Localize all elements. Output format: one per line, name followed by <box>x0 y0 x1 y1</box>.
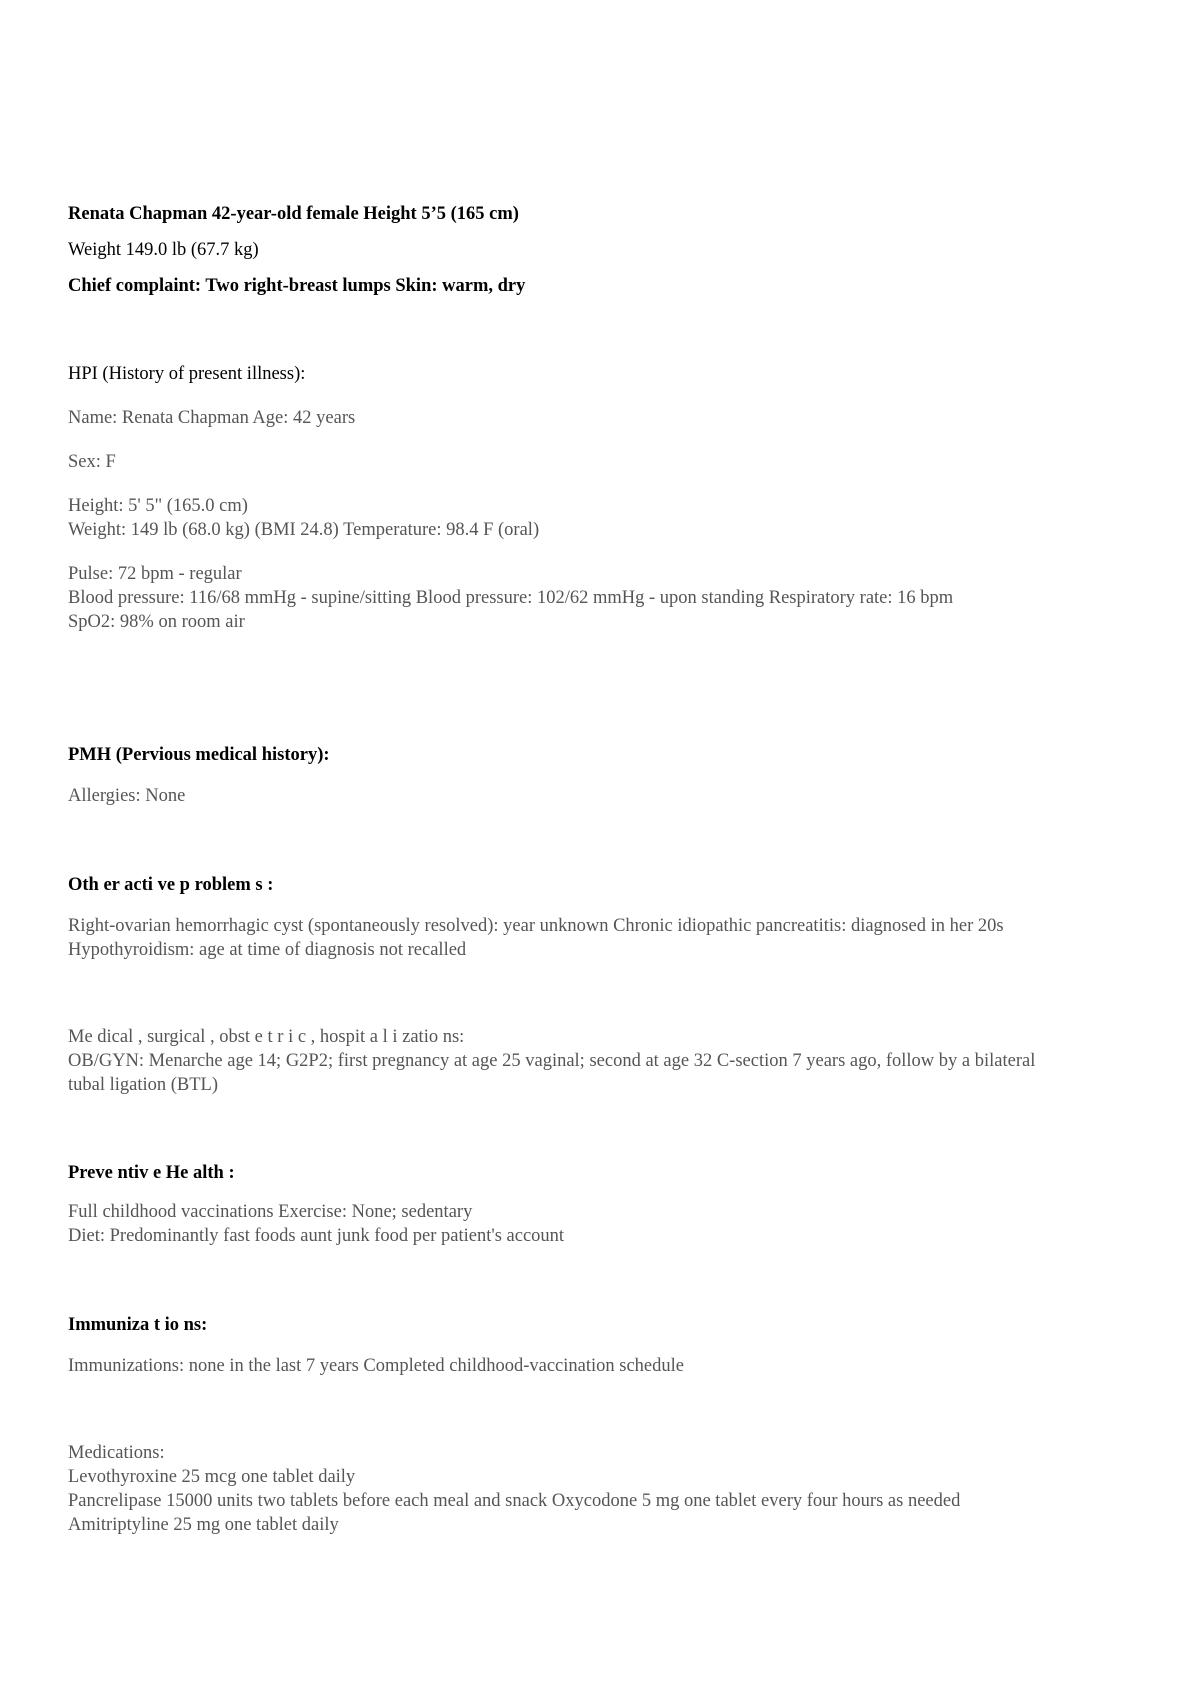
history-obgyn-line-1: OB/GYN: Menarche age 14; G2P2; first pregnancy at age 25 vaginal; second at age 32 C-section 7 years ago, follow by a bilateral <box>68 1051 1036 1071</box>
medications-heading: Medications: <box>68 1443 165 1463</box>
other-problems-heading: Oth er acti ve p roblem s : <box>68 875 274 895</box>
other-problems-line-2: Hypothyroidism: age at time of diagnosis not recalled <box>68 940 467 960</box>
medication-pancrelipase-oxycodone: Pancrelipase 15000 units two tablets before each meal and snack Oxycodone 5 mg one tablet every four hours as needed <box>68 1491 961 1511</box>
weight-line: Weight 149.0 lb (67.7 kg) <box>68 240 259 260</box>
hpi-name-age: Name: Renata Chapman Age: 42 years <box>68 408 356 428</box>
hpi-blood-pressure: Blood pressure: 116/68 mmHg - supine/sitting Blood pressure: 102/62 mmHg - upon standing Respiratory rate: 16 bpm <box>68 588 954 608</box>
hpi-weight-temperature: Weight: 149 lb (68.0 kg) (BMI 24.8) Temperature: 98.4 F (oral) <box>68 520 540 540</box>
preventive-line-1: Full childhood vaccinations Exercise: None; sedentary <box>68 1202 473 1222</box>
pmh-allergies: Allergies: None <box>68 786 186 806</box>
chief-complaint-line: Chief complaint: Two right-breast lumps Skin: warm, dry <box>68 276 526 296</box>
hpi-height: Height: 5' 5" (165.0 cm) <box>68 496 248 516</box>
pmh-heading: PMH (Pervious medical history): <box>68 745 330 765</box>
hpi-sex: Sex: F <box>68 452 116 472</box>
history-heading: Me dical , surgical , obst e t r i c , hospit a l i zatio ns: <box>68 1027 465 1047</box>
patient-summary-line: Renata Chapman 42-year-old female Height 5’5 (165 cm) <box>68 204 519 224</box>
preventive-line-2: Diet: Predominantly fast foods aunt junk food per patient's account <box>68 1226 565 1246</box>
medication-amitriptyline: Amitriptyline 25 mg one tablet daily <box>68 1515 339 1535</box>
immunizations-line: Immunizations: none in the last 7 years Completed childhood-vaccination schedule <box>68 1356 684 1376</box>
medication-levothyroxine: Levothyroxine 25 mcg one tablet daily <box>68 1467 356 1487</box>
history-obgyn-line-2: tubal ligation (BTL) <box>68 1075 219 1095</box>
hpi-pulse: Pulse: 72 bpm - regular <box>68 564 242 584</box>
immunizations-heading: Immuniza t io ns: <box>68 1315 208 1335</box>
other-problems-line-1: Right-ovarian hemorrhagic cyst (spontaneously resolved): year unknown Chronic idiopathic pancreatitis: diagnosed in her 20s <box>68 916 1004 936</box>
hpi-spo2: SpO2: 98% on room air <box>68 612 245 632</box>
hpi-heading: HPI (History of present illness): <box>68 364 306 384</box>
preventive-heading: Preve ntiv e He alth : <box>68 1163 235 1183</box>
